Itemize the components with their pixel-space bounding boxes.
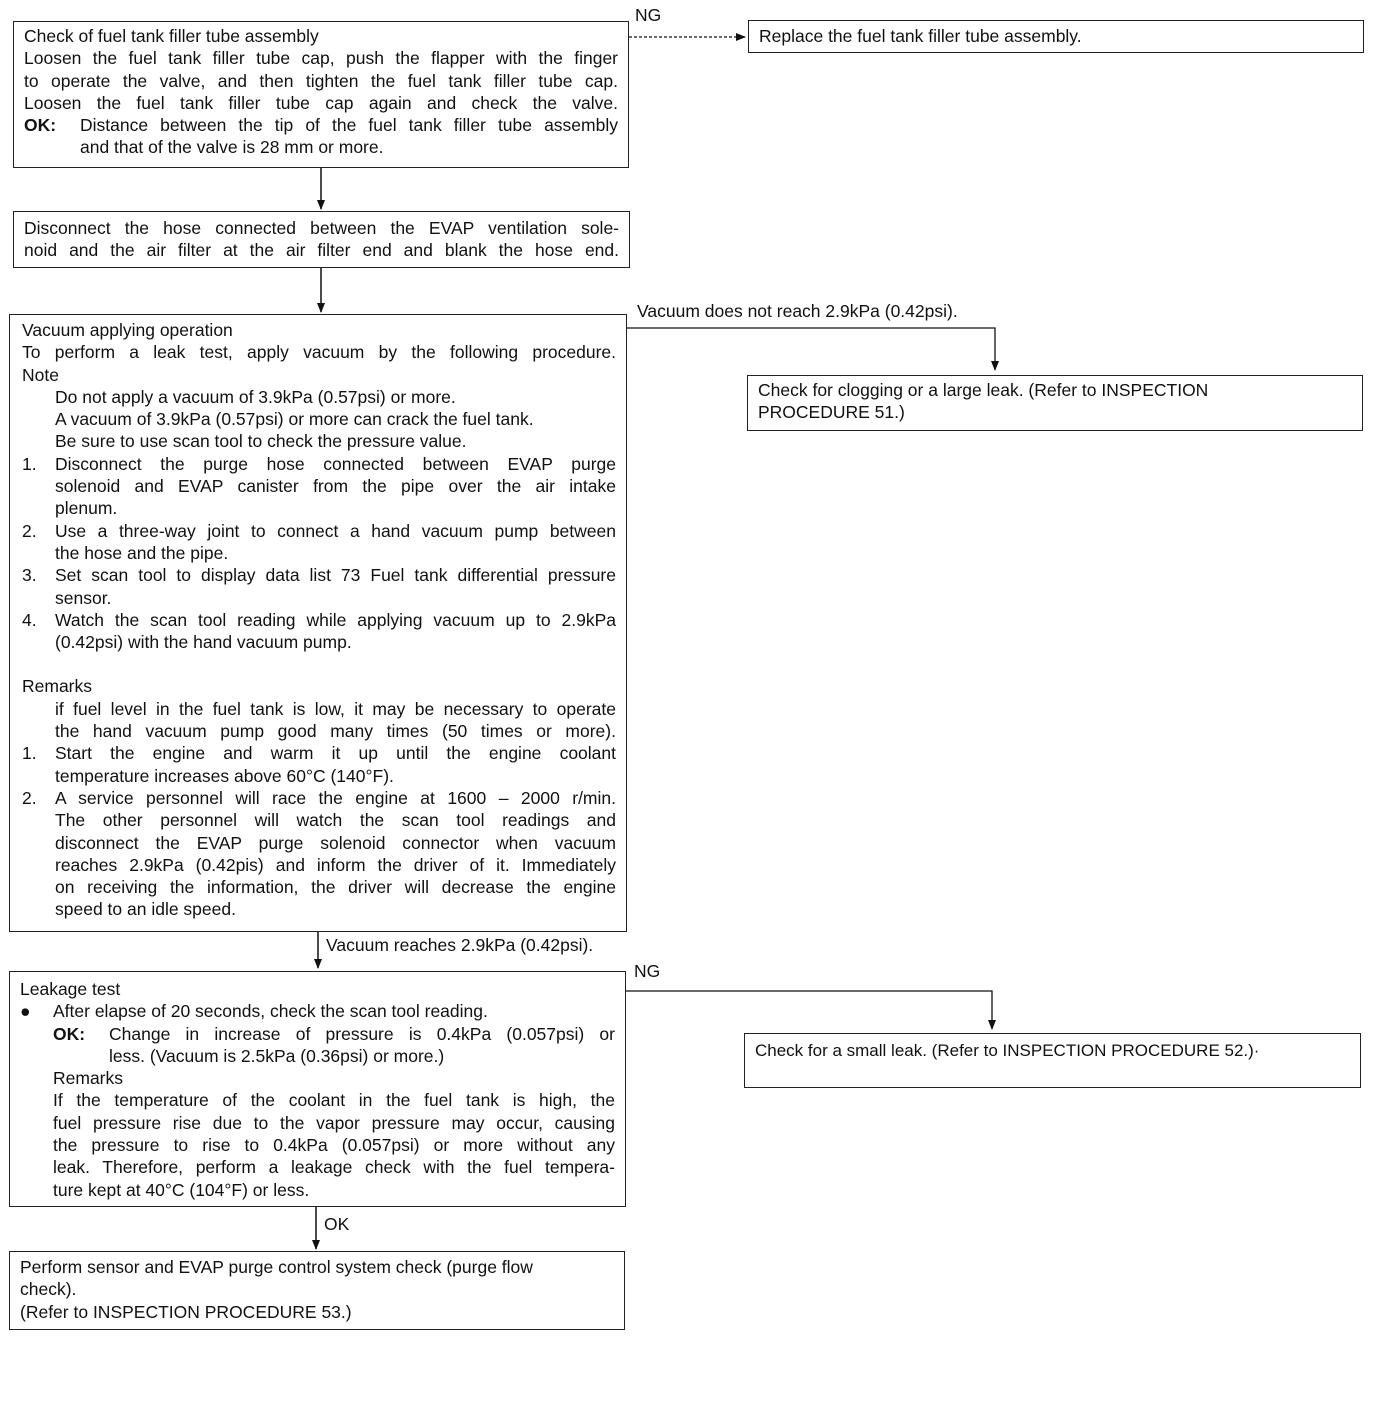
box5-line: check). xyxy=(20,1279,77,1300)
box3-note-label: Note xyxy=(22,364,59,385)
remark-text: disconnect the EVAP purge solenoid connector when vacuum xyxy=(55,832,616,853)
box4-remarks-label: Remarks xyxy=(53,1068,124,1089)
small-leak-text: Check for a small leak. (Refer to INSPECTION PROCEDURE 52.)· xyxy=(755,1041,1260,1060)
remark-text: reaches 2.9kPa (0.42pis) and inform the driver of it. Immediately xyxy=(55,854,616,875)
box4-remark-line: fuel pressure rise due to the vapor pressure may occur, causing xyxy=(53,1112,615,1133)
box3-note: A vacuum of 3.9kPa (0.57psi) or more can crack the fuel tank. xyxy=(55,409,534,430)
reach-label: Vacuum reaches 2.9kPa (0.42psi). xyxy=(326,935,594,955)
box3-remarks-intro: if fuel level in the fuel tank is low, it may be necessary to operate xyxy=(55,698,616,719)
box3-remark xyxy=(22,787,616,921)
box5-line: (Refer to INSPECTION PROCEDURE 53.) xyxy=(20,1301,352,1322)
box-leakage-test xyxy=(9,971,626,1207)
remark-text: temperature increases above 60°C (140°F). xyxy=(55,765,394,786)
box1-line: to operate the valve, and then tighten the fuel tank filler tube cap. xyxy=(24,70,618,91)
step-text: sensor. xyxy=(55,587,112,608)
box3-remark xyxy=(22,742,616,787)
box1-line: Loosen the fuel tank filler tube cap, push the flapper with the finger xyxy=(24,48,618,69)
step-text: Watch the scan tool reading while applying vacuum up to 2.9kPa xyxy=(55,609,616,630)
box3-step xyxy=(22,520,616,565)
remark-number: 1. xyxy=(22,743,37,764)
step-text: plenum. xyxy=(55,498,118,519)
box-purge-flow-check xyxy=(9,1251,625,1330)
box-disconnect-hose xyxy=(13,211,630,268)
box1-title: Check of fuel tank filler tube assembly xyxy=(24,26,319,46)
remark-text: A service personnel will race the engine at 1600 – 2000 r/min. xyxy=(55,787,616,808)
box-filler-tube-check xyxy=(13,21,629,168)
step-text: Disconnect the purge hose connected between EVAP purge xyxy=(55,453,616,474)
box4-ok-row xyxy=(20,1023,615,1045)
remark-text: speed to an idle speed. xyxy=(55,899,236,920)
clogging-text: Check for clogging or a large leak. (Refer to INSPECTION xyxy=(758,380,1209,400)
box3-note: Do not apply a vacuum of 3.9kPa (0.57psi) or more. xyxy=(55,386,456,407)
box2-line: noid and the air filter at the air filter end and blank the hose end. xyxy=(24,240,619,261)
step-text: (0.42psi) with the hand vacuum pump. xyxy=(55,632,352,653)
box-clogging-check xyxy=(747,375,1363,431)
box3-title: Vacuum applying operation xyxy=(22,320,233,340)
step-number: 4. xyxy=(22,609,37,630)
arrow-not-reach xyxy=(627,328,995,370)
box4-bullet-text: After elapse of 20 seconds, check the scan tool reading. xyxy=(53,1001,488,1022)
ng1-label: NG xyxy=(635,5,662,25)
remark-text: on receiving the information, the driver will decrease the engine xyxy=(55,877,616,898)
step-number: 3. xyxy=(22,565,37,586)
step-number: 2. xyxy=(22,520,37,541)
ok-final-label: OK xyxy=(324,1214,350,1234)
step-number: 1. xyxy=(22,453,37,474)
box-small-leak xyxy=(744,1033,1361,1088)
clogging-text: PROCEDURE 51.) xyxy=(758,402,905,423)
box4-ok-label: OK: xyxy=(53,1023,86,1044)
box1-ok-text: Distance between the tip of the fuel tank filler tube assembly xyxy=(80,115,618,136)
step-text: solenoid and EVAP canister from the pipe over the air intake xyxy=(55,476,616,497)
replace-text: Replace the fuel tank filler tube assembly. xyxy=(759,26,1082,46)
remark-number: 2. xyxy=(22,787,37,808)
box1-ok-text-2: and that of the valve is 28 mm or more. xyxy=(80,137,384,158)
step-text: Set scan tool to display data list 73 Fuel tank differential pressure xyxy=(55,565,616,586)
step-text: the hose and the pipe. xyxy=(55,542,229,563)
box3-note: Be sure to use scan tool to check the pressure value. xyxy=(55,431,467,452)
box3-remarks-intro: the hand vacuum pump good many times (50 times or more). xyxy=(55,721,616,742)
box3-step xyxy=(22,564,616,609)
box4-remark-line: If the temperature of the coolant in the fuel tank is high, the xyxy=(53,1090,615,1111)
box1-ok-label: OK: xyxy=(24,115,57,136)
box4-remark-line: leak. Therefore, perform a leakage check with the fuel tempera- xyxy=(53,1157,615,1178)
bullet-icon: ● xyxy=(20,1001,31,1022)
box4-ok-text-2: less. (Vacuum is 2.5kPa (0.36psi) or more.) xyxy=(109,1045,445,1066)
not-reach-label: Vacuum does not reach 2.9kPa (0.42psi). xyxy=(637,301,958,321)
box2-line: Disconnect the hose connected between the EVAP ventilation sole- xyxy=(24,218,619,238)
box4-remarks xyxy=(20,1089,615,1200)
box5-line: Perform sensor and EVAP purge control system check (purge flow xyxy=(20,1257,533,1277)
remark-text: Start the engine and warm it up until the engine coolant xyxy=(55,743,616,764)
step-text: Use a three-way joint to connect a hand vacuum pump between xyxy=(55,520,616,541)
box3-intro: To perform a leak test, apply vacuum by the following procedure. xyxy=(22,342,616,363)
box3-remarks-label: Remarks xyxy=(22,676,93,697)
box4-ok-text: Change in increase of pressure is 0.4kPa (0.057psi) or xyxy=(109,1023,615,1044)
ng2-label: NG xyxy=(634,961,661,981)
box4-remark-line: ture kept at 40°C (104°F) or less. xyxy=(53,1179,310,1200)
box-vacuum-applying xyxy=(9,314,627,932)
box4-remark-line: the pressure to rise to 0.4kPa (0.057psi) or more without any xyxy=(53,1135,615,1156)
arrow-ng2 xyxy=(625,991,992,1029)
box1-ok-row xyxy=(24,114,618,136)
box4-bullet-row xyxy=(20,1000,615,1022)
box4-title: Leakage test xyxy=(20,979,121,999)
box-replace-filler-tube xyxy=(748,20,1364,53)
box3-step xyxy=(22,609,616,654)
box3-step xyxy=(22,453,616,520)
remark-text: The other personnel will watch the scan tool readings and xyxy=(55,810,616,831)
box1-line: Loosen the fuel tank filler tube cap again and check the valve. xyxy=(24,92,618,113)
